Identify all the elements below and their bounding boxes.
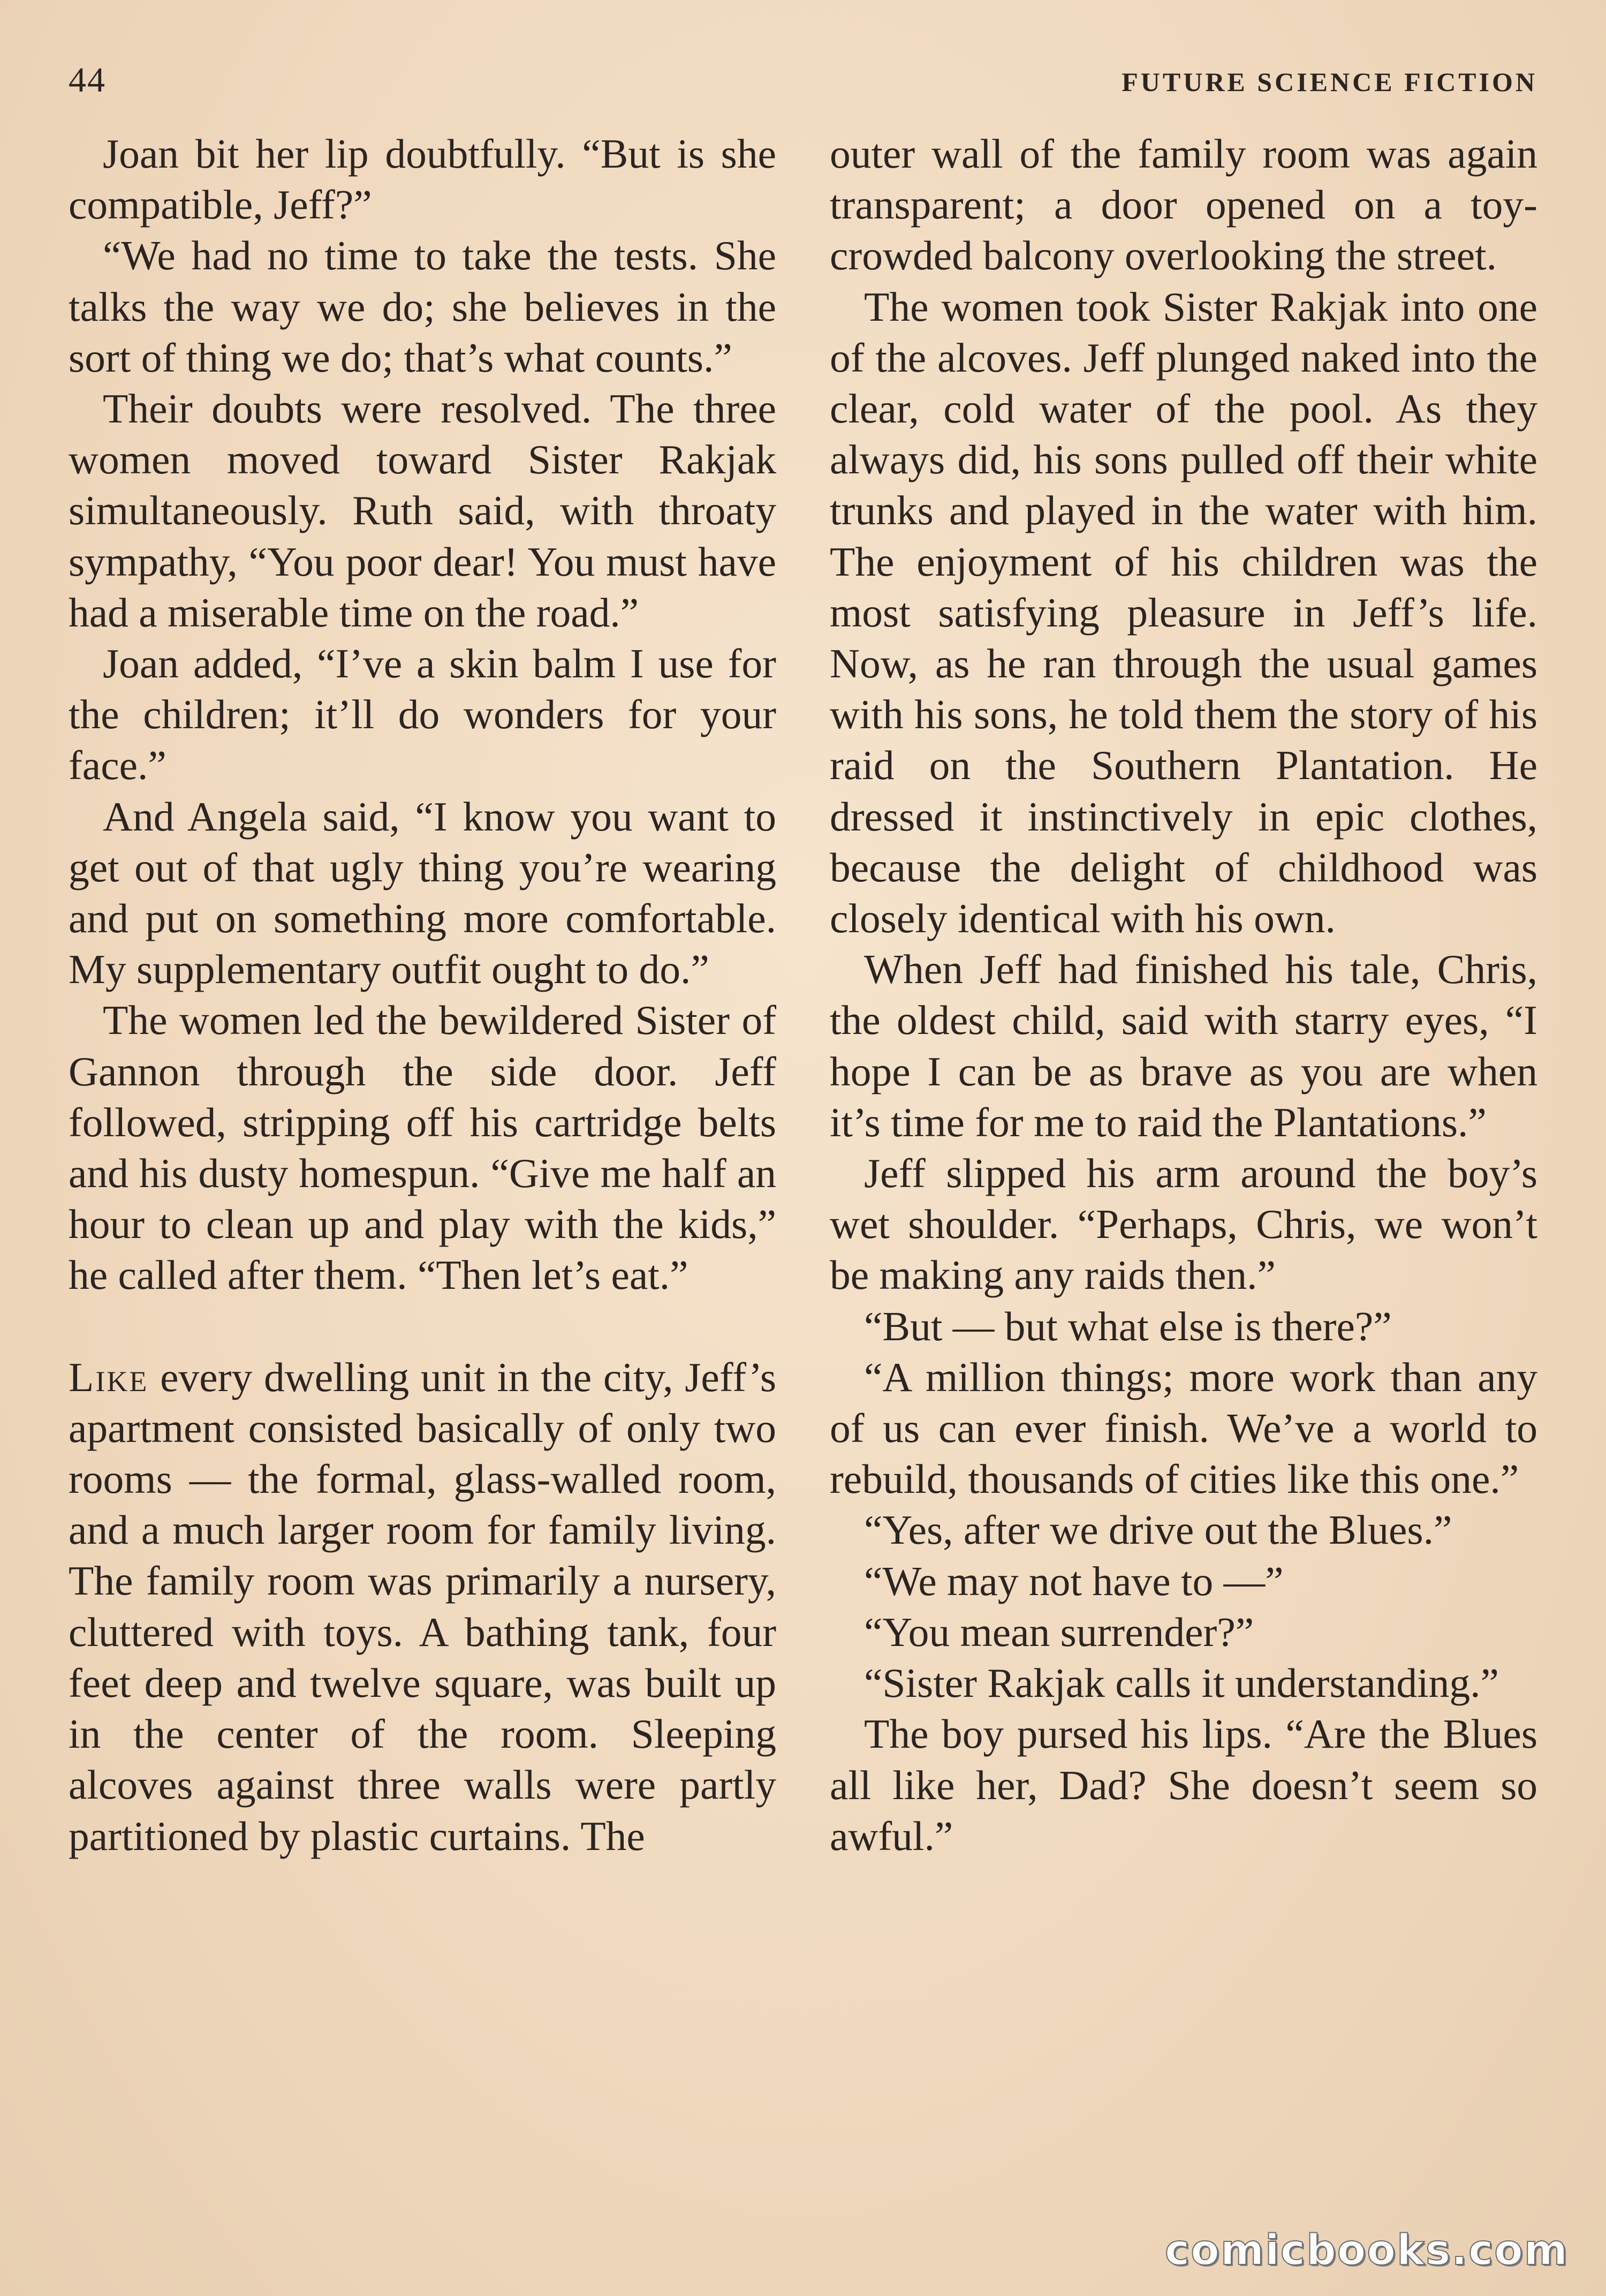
right-column — [830, 129, 1537, 2227]
section-lead-word: Like — [69, 1354, 149, 1400]
paragraph: When Jeff had finished his tale, Chris, the oldest child, said with starry eyes, “I hope I can be as brave as you are when it’s time for me to raid the Plantations.” — [830, 946, 1537, 1145]
paragraph: And Angela said, “I know you want to get out of that ugly thing you’re wearing and put on something more comfortable. My supplementary outfit ought to do.” — [69, 793, 776, 993]
paragraph: “You mean surrender?” — [864, 1608, 1254, 1655]
paragraph: “A million things; more work than any of us can ever finish. We’ve a world to rebuild, thousands of cities like this one.” — [830, 1354, 1537, 1502]
paragraph: The women led the bewildered Sister of Gannon through the side door. Jeff followed, stripping off his cartridge belts and his dusty homespun. “Give me half an hour to clean up and play with the kids,” he called after them. “Then let’s eat.” — [69, 997, 776, 1298]
paragraph: “We may not have to —” — [864, 1558, 1284, 1604]
text-columns — [69, 129, 1537, 2227]
section-start-paragraph — [69, 1352, 776, 1862]
paragraph: The boy pursed his lips. “Are the Blues all like her, Dad? She doesn’t seem so awful.” — [830, 1711, 1537, 1859]
watermark: comicbooks.com — [1164, 2226, 1569, 2275]
left-column — [69, 129, 776, 2227]
paragraph: Joan added, “I’ve a skin balm I use for the children; it’ll do wonders for your face.” — [69, 640, 776, 789]
page-number: 44 — [69, 61, 106, 100]
paragraph: “Yes, after we drive out the Blues.” — [864, 1507, 1452, 1553]
paragraph: Joan bit her lip doubtfully. “But is she compatible, Jeff?” — [69, 131, 776, 228]
paragraph: Their doubts were resolved. The three women moved toward Sister Rakjak simultaneously. Ruth said, with throaty sympathy, “You poor dear! You must have had a miserable time on the road.” — [69, 386, 776, 636]
running-head — [69, 60, 1537, 108]
paragraph: “Sister Rakjak calls it understanding.” — [864, 1660, 1499, 1706]
paragraph: “We had no time to take the tests. She talks the way we do; she believes in the sort of thing we do; that’s what counts.” — [69, 232, 776, 381]
paragraph-text: every dwelling unit in the city, Jeff’s apartment consisted basically of only two rooms — the formal, glass-walled room, and a much larger room for family living. The family room was primarily a nursery, cluttered with toys. A bathing tank, four feet deep and twelve square, was built up in the center of the room. Sleeping alcoves against three walls were partly partitioned by plastic curtains. The — [69, 1354, 776, 1859]
paragraph: “But — but what else is there?” — [864, 1303, 1392, 1349]
paragraph: The women took Sister Rakjak into one of the alcoves. Jeff plunged naked into the clear, cold water of the pool. As they always did, his sons pulled off their white trunks and played in the water with him. The enjoyment of his children was the most satisfying pleasure in Jeff’s life. Now, as he ran through the usual games with his sons, he told them the story of his raid on the Southern Plantation. He dressed it instinctively in epic clothes, because the delight of childhood was closely identical with his own. — [830, 283, 1537, 942]
journal-title: FUTURE SCIENCE FICTION — [1122, 67, 1537, 97]
paragraph-continued: outer wall of the family room was again transparent; a door opened on a toy-crowded balcony overlooking the street. — [830, 131, 1537, 279]
paragraph: Jeff slipped his arm around the boy’s wet shoulder. “Perhaps, Chris, we won’t be making any raids then.” — [830, 1150, 1537, 1298]
